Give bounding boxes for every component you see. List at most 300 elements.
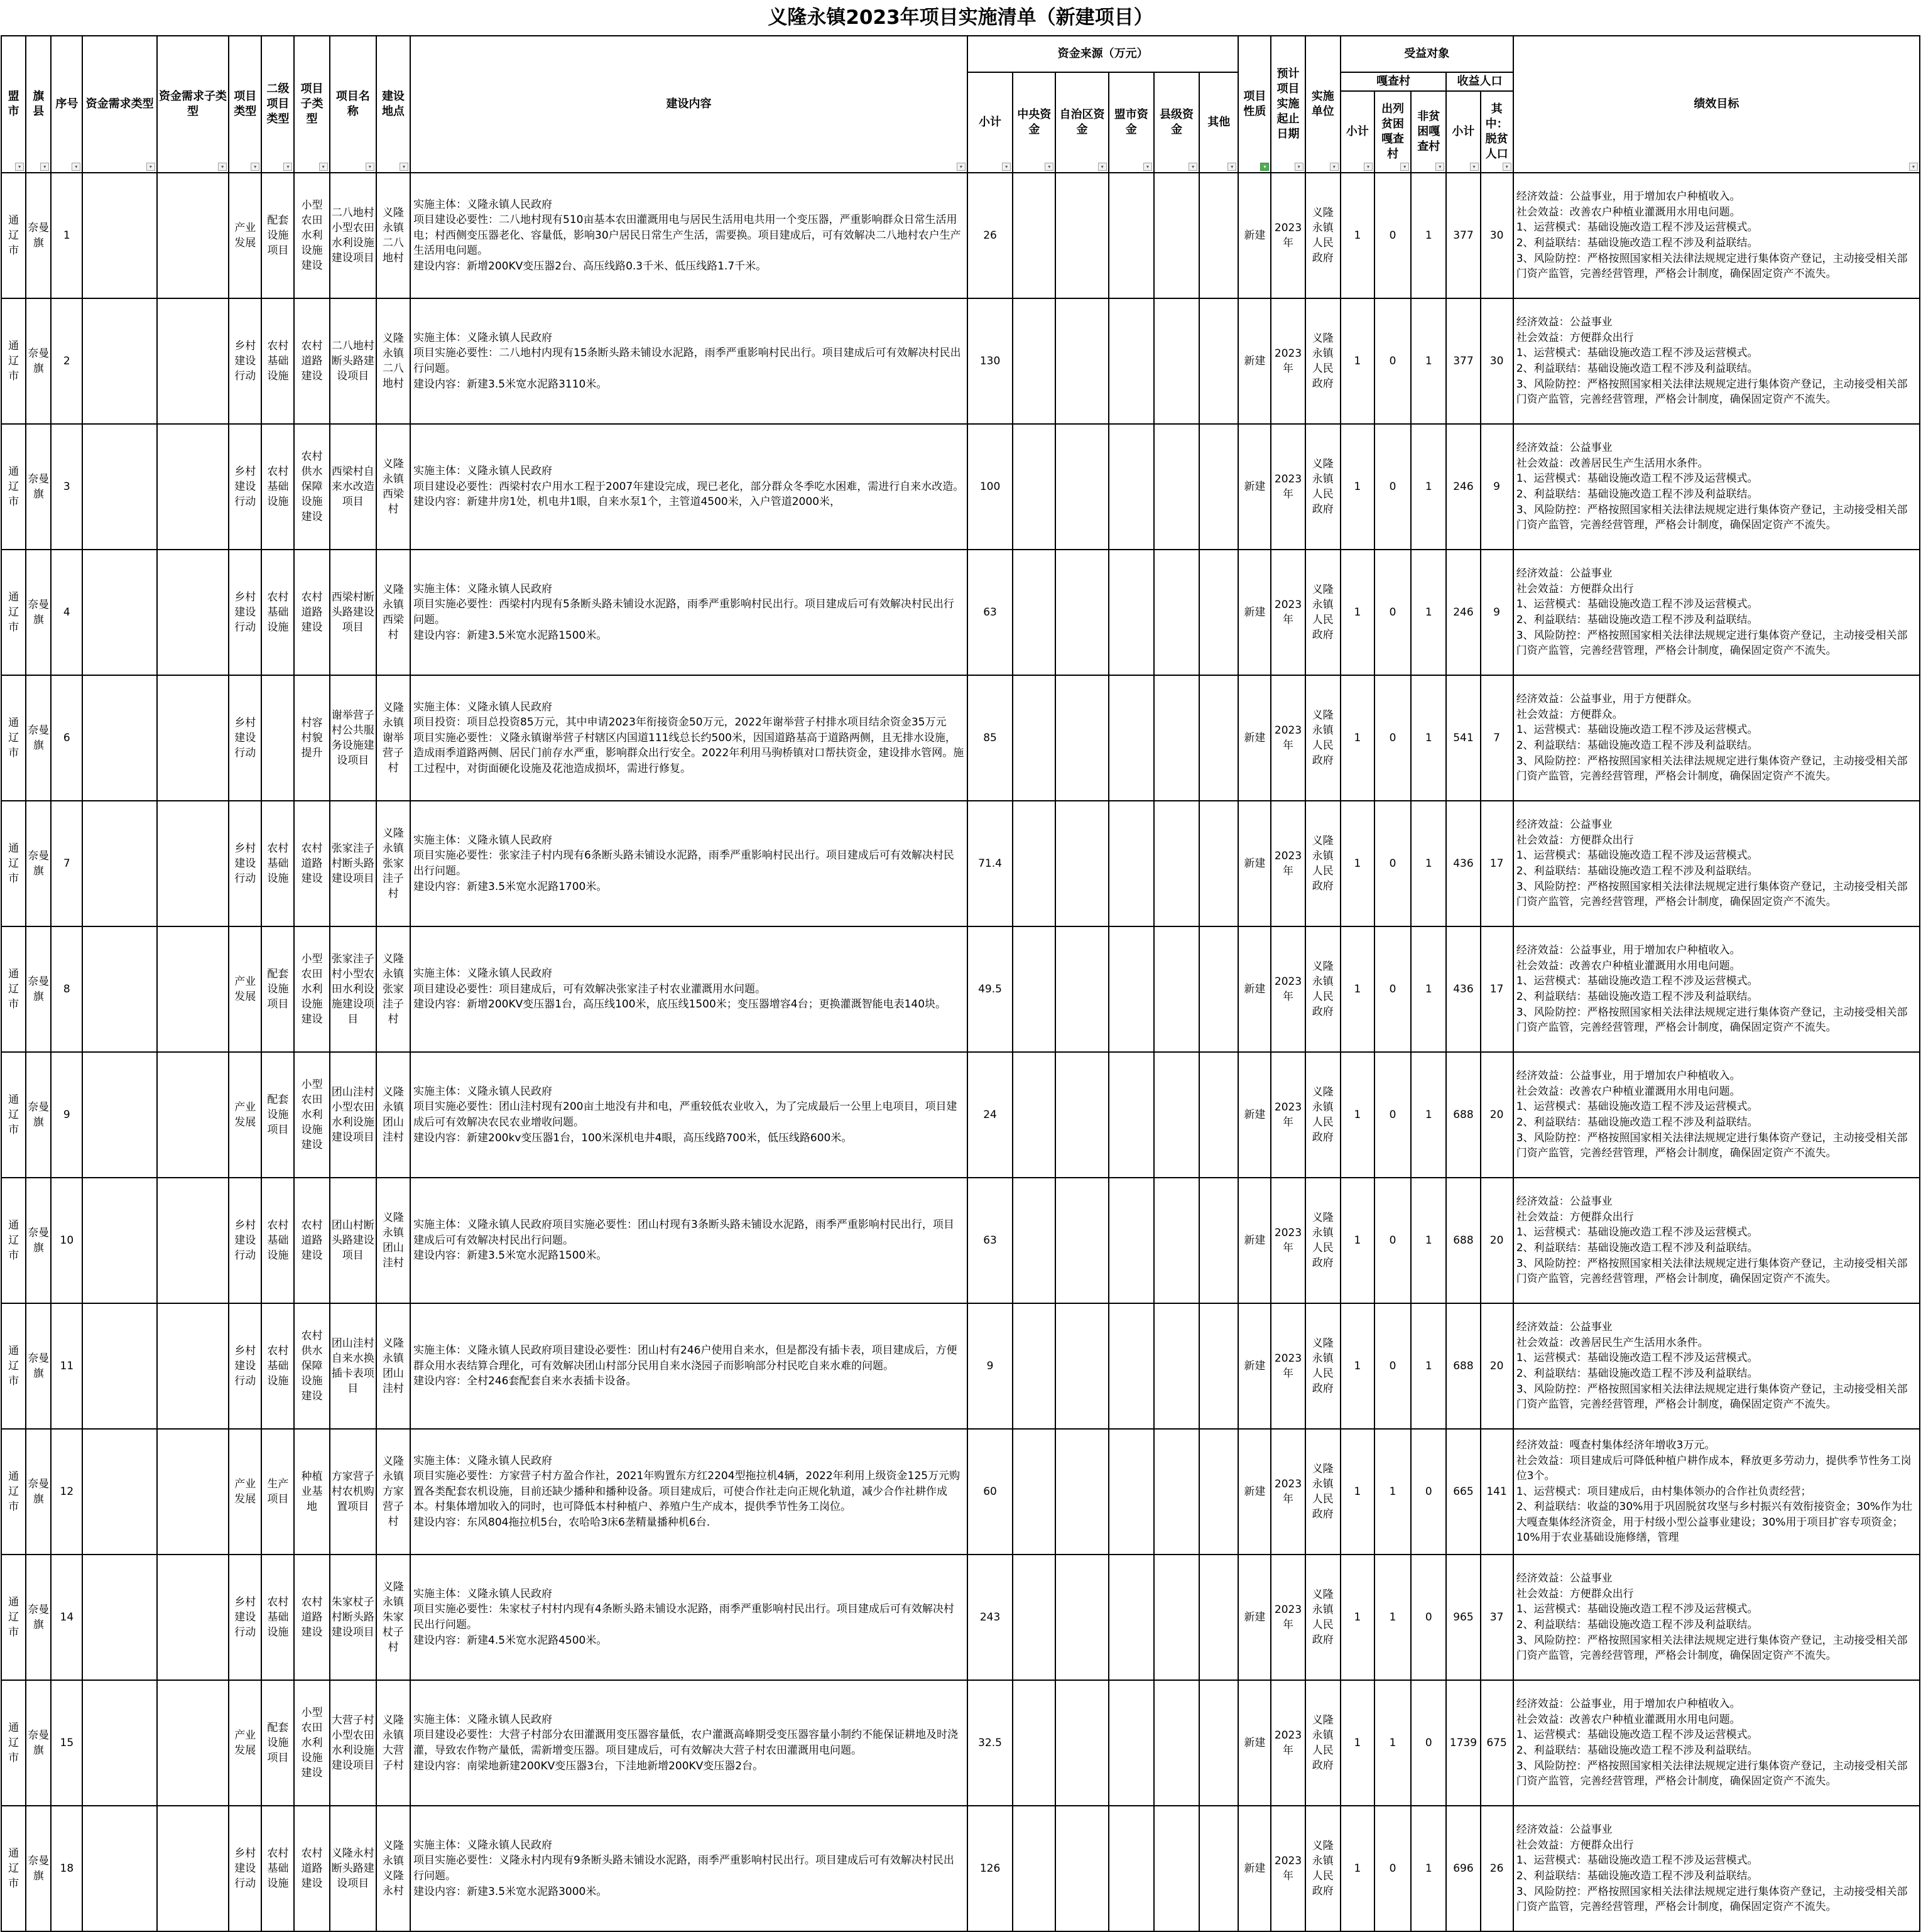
cell-unit[interactable]: 义隆永镇人民政府 [1305,1303,1341,1429]
cell-location[interactable]: 义隆永镇大营子村 [376,1680,410,1806]
cell-fund-demand-type[interactable] [82,1303,156,1429]
cell-pop-poor[interactable]: 30 [1481,298,1513,424]
cell-subtotal[interactable]: 63 [967,1178,1013,1303]
cell-pop-poor[interactable]: 37 [1481,1555,1513,1680]
cell-seq[interactable]: 3 [51,424,82,550]
cell-nonpoor-village[interactable]: 1 [1411,801,1446,926]
header-central[interactable]: 中央资金 ▾ [1013,72,1055,173]
cell-nonpoor-village[interactable]: 0 [1411,1555,1446,1680]
cell-league-fund[interactable] [1109,550,1154,675]
cell-county[interactable] [1154,801,1199,926]
cell-central[interactable] [1013,1052,1055,1178]
cell-league-fund[interactable] [1109,1429,1154,1555]
cell-league-fund[interactable] [1109,424,1154,550]
cell-goal[interactable]: 经济效益：公益事业 社会效益：方便群众出行 1、运营模式：基础设施改造工程不涉及运营模式。 2、利益联结：基础设施改造工程不涉及利益联结。 3、风险防控：严格按照国家相关法律法规规定进行集体资产登记，主动接受相关部门资产监管，完善经营管理，严格会计制度，确保固定资产不流失。 [1513,1178,1920,1303]
cell-project-name[interactable]: 二八地村小型农田水利设施建设项目 [330,173,376,298]
header-poor-village[interactable]: 出列贫困嘎查村 ▾ [1374,91,1411,173]
cell-league[interactable]: 通辽市 [1,298,26,424]
cell-project-type[interactable]: 乡村建设行动 [229,1178,261,1303]
cell-nonpoor-village[interactable]: 0 [1411,1429,1446,1555]
cell-other[interactable] [1199,926,1238,1052]
cell-pop-total[interactable]: 688 [1446,1052,1480,1178]
cell-league[interactable]: 通辽市 [1,550,26,675]
cell-seq[interactable]: 15 [51,1680,82,1806]
cell-seq[interactable]: 4 [51,550,82,675]
cell-region[interactable] [1055,1429,1108,1555]
cell-second-type[interactable]: 农村基础设施 [261,424,294,550]
cell-county[interactable] [1154,1429,1199,1555]
cell-banner[interactable]: 奈曼旗 [26,1806,51,1931]
cell-fund-demand-subtype[interactable] [157,675,229,801]
cell-unit[interactable]: 义隆永镇人民政府 [1305,801,1341,926]
cell-pop-poor[interactable]: 26 [1481,1806,1513,1931]
cell-content[interactable]: 实施主体：义隆永镇人民政府 项目投资：项目总投资85万元，其中申请2023年衔接资金50万元，2022年谢举营子村排水项目结余资金35万元 项目实施必要性：义隆永镇谢举营子村辖区内国道111线总长约500米，因国道路基高于道路两侧，且无排水设施，造成雨季道路两侧、居民门前存水严重，影响群众出行安全。2022年利用马驹桥镇对口帮扶资金，建设排水管网。施工过程中，对街面硬化设施及花池造成损坏，需进行修复。 [410,675,967,801]
cell-region[interactable] [1055,173,1108,298]
cell-league[interactable]: 通辽市 [1,1178,26,1303]
cell-pop-poor[interactable]: 141 [1481,1429,1513,1555]
cell-region[interactable] [1055,1806,1108,1931]
header-second-type[interactable]: 二级项目类型 ▾ [261,36,294,173]
cell-period[interactable]: 2023年 [1271,1178,1305,1303]
cell-league[interactable]: 通辽市 [1,424,26,550]
cell-pop-total[interactable]: 696 [1446,1806,1480,1931]
cell-county[interactable] [1154,550,1199,675]
cell-poor-village[interactable]: 0 [1374,926,1411,1052]
cell-second-type[interactable]: 农村基础设施 [261,1178,294,1303]
cell-other[interactable] [1199,1806,1238,1931]
cell-project-subtype[interactable]: 小型农田水利设施建设 [294,1052,329,1178]
cell-fund-demand-type[interactable] [82,550,156,675]
cell-subtotal[interactable]: 100 [967,424,1013,550]
cell-content[interactable]: 实施主体：义隆永镇人民政府 项目实施必要性：二八地村内现有15条断头路未铺设水泥路，雨季严重影响村民出行。项目建成后可有效解决村民出行问题。 建设内容：新建3.5米宽水泥路3110米。 [410,298,967,424]
cell-subtotal[interactable]: 32.5 [967,1680,1013,1806]
cell-league[interactable]: 通辽市 [1,675,26,801]
cell-nature[interactable]: 新建 [1238,550,1271,675]
cell-second-type[interactable]: 农村基础设施 [261,1303,294,1429]
cell-nature[interactable]: 新建 [1238,926,1271,1052]
cell-pop-total[interactable]: 377 [1446,173,1480,298]
cell-league[interactable]: 通辽市 [1,1052,26,1178]
cell-village-total[interactable]: 1 [1341,1052,1374,1178]
cell-region[interactable] [1055,1052,1108,1178]
cell-content[interactable]: 实施主体：义隆永镇人民政府 项目实施必要性：西梁村内现有5条断头路未铺设水泥路，雨季严重影响村民出行。项目建成后可有效解决村民出行问题。 建设内容：新建3.5米宽水泥路1500米。 [410,550,967,675]
cell-league-fund[interactable] [1109,173,1154,298]
cell-pop-poor[interactable]: 9 [1481,550,1513,675]
cell-nonpoor-village[interactable]: 1 [1411,173,1446,298]
cell-other[interactable] [1199,675,1238,801]
cell-league[interactable]: 通辽市 [1,801,26,926]
cell-goal[interactable]: 经济效益：公益事业，用于增加农户种植收入。 社会效益：改善农户种植业灌溉用水用电问题。 1、运营模式：基础设施改造工程不涉及运营模式。 2、利益联结：基础设施改造工程不涉及利益联结。 3、风险防控：严格按照国家相关法律法规规定进行集体资产登记，主动接受相关部门资产监管，完善经营管理，严格会计制度，确保固定资产不流失。 [1513,1052,1920,1178]
cell-project-type[interactable]: 乡村建设行动 [229,1555,261,1680]
cell-nonpoor-village[interactable]: 1 [1411,424,1446,550]
header-content[interactable]: 建设内容 ▾ [410,36,967,173]
cell-seq[interactable]: 14 [51,1555,82,1680]
cell-project-name[interactable]: 团山洼村自来水换插卡表项目 [330,1303,376,1429]
cell-league[interactable]: 通辽市 [1,1429,26,1555]
cell-pop-total[interactable]: 541 [1446,675,1480,801]
cell-fund-demand-subtype[interactable] [157,1680,229,1806]
cell-project-name[interactable]: 西梁村断头路建设项目 [330,550,376,675]
cell-goal[interactable]: 经济效益：公益事业 社会效益：方便群众出行 1、运营模式：基础设施改造工程不涉及运营模式。 2、利益联结：基础设施改造工程不涉及利益联结。 3、风险防控：严格按照国家相关法律法规规定进行集体资产登记，主动接受相关部门资产监管，完善经营管理，严格会计制度，确保固定资产不流失。 [1513,1806,1920,1931]
cell-subtotal[interactable]: 60 [967,1429,1013,1555]
cell-poor-village[interactable]: 1 [1374,1680,1411,1806]
cell-project-subtype[interactable]: 小型农田水利设施建设 [294,173,329,298]
cell-region[interactable] [1055,424,1108,550]
cell-nature[interactable]: 新建 [1238,1806,1271,1931]
cell-central[interactable] [1013,801,1055,926]
cell-project-type[interactable]: 产业发展 [229,1052,261,1178]
cell-project-name[interactable]: 团山洼村小型农田水利设施建设项目 [330,1052,376,1178]
cell-banner[interactable]: 奈曼旗 [26,1303,51,1429]
cell-content[interactable]: 实施主体：义隆永镇人民政府 项目实施必要性：方家营子村方盈合作社，2021年购置东方红2204型拖拉机4辆，2022年利用上级资金125万元购置各类配套农机设施，目前还缺少播种和播种设备。项目建成后，可使合作社走向正规化轨道，减少合作社耕作成本。村集体增加收入的同时，也可降低本村种植户、养殖户生产成本，提供季节性务工岗位。 建设内容：东风804拖拉机5台，农哈哈3床6垄精量播种机6台. [410,1429,967,1555]
cell-goal[interactable]: 经济效益：公益事业，用于增加农户种植收入。 社会效益：改善农户种植业灌溉用水用电问题。 1、运营模式：基础设施改造工程不涉及运营模式。 2、利益联结：基础设施改造工程不涉及利益联结。 3、风险防控：严格按照国家相关法律法规规定进行集体资产登记，主动接受相关部门资产监管，完善经营管理，严格会计制度，确保固定资产不流失。 [1513,1680,1920,1806]
cell-nonpoor-village[interactable]: 1 [1411,926,1446,1052]
cell-poor-village[interactable]: 0 [1374,424,1411,550]
cell-poor-village[interactable]: 0 [1374,1178,1411,1303]
cell-county[interactable] [1154,424,1199,550]
cell-league[interactable]: 通辽市 [1,1303,26,1429]
cell-poor-village[interactable]: 0 [1374,675,1411,801]
cell-content[interactable]: 实施主体：义隆永镇人民政府 项目建设必要性：二八地村现有510亩基本农田灌溉用电与居民生活用电共用一个变压器，严重影响群众日常生活用电；村西侧变压器老化、容量低，影响30户居民日常生产生活，需要换。项目建成后，可有效解决二八地村农户生产生活用电问题。 建设内容：新增200KV变压器2台、高压线路0.3千米、低压线路1.7千米。 [410,173,967,298]
cell-region[interactable] [1055,298,1108,424]
cell-banner[interactable]: 奈曼旗 [26,550,51,675]
cell-subtotal[interactable]: 243 [967,1555,1013,1680]
cell-nature[interactable]: 新建 [1238,1429,1271,1555]
header-region[interactable]: 自治区资金 ▾ [1055,72,1108,173]
cell-region[interactable] [1055,801,1108,926]
cell-period[interactable]: 2023年 [1271,1806,1305,1931]
cell-nonpoor-village[interactable]: 1 [1411,675,1446,801]
cell-unit[interactable]: 义隆永镇人民政府 [1305,675,1341,801]
cell-content[interactable]: 实施主体：义隆永镇人民政府 项目建设必要性：大营子村部分农田灌溉用变压器容量低，农户灌溉高峰期受变压器容量小制约不能保证耕地及时浇灌，导致农作物产量低，需新增变压器。项目建成后，可有效解决大营子村农田灌溉用电问题。 建设内容：南梁地新建200KV变压器3台，下洼地新增200KV变压器2台。 [410,1680,967,1806]
cell-location[interactable]: 义隆永镇朱家杖子村 [376,1555,410,1680]
header-pop-total[interactable]: 小计 ▾ [1446,91,1480,173]
cell-poor-village[interactable]: 0 [1374,298,1411,424]
cell-goal[interactable]: 经济效益：公益事业，用于方便群众。 社会效益：方便群众。 1、运营模式：基础设施改造工程不涉及运营模式。 2、利益联结：基础设施改造工程不涉及利益联结。 3、风险防控：严格按照国家相关法律法规规定进行集体资产登记，主动接受相关部门资产监管，完善经营管理，严格会计制度，确保固定资产不流失。 [1513,675,1920,801]
cell-central[interactable] [1013,1680,1055,1806]
cell-village-total[interactable]: 1 [1341,1806,1374,1931]
header-other[interactable]: 其他 ▾ [1199,72,1238,173]
cell-fund-demand-subtype[interactable] [157,1555,229,1680]
cell-location[interactable]: 义隆永镇谢举营子村 [376,675,410,801]
cell-project-name[interactable]: 二八地村断头路建设项目 [330,298,376,424]
cell-county[interactable] [1154,1303,1199,1429]
cell-second-type[interactable]: 配套设施项目 [261,1052,294,1178]
cell-nature[interactable]: 新建 [1238,1555,1271,1680]
cell-second-type[interactable]: 配套设施项目 [261,1680,294,1806]
cell-project-type[interactable]: 乡村建设行动 [229,1806,261,1931]
cell-other[interactable] [1199,550,1238,675]
cell-nonpoor-village[interactable]: 1 [1411,1806,1446,1931]
cell-period[interactable]: 2023年 [1271,1052,1305,1178]
cell-fund-demand-type[interactable] [82,1178,156,1303]
cell-poor-village[interactable]: 0 [1374,801,1411,926]
cell-project-subtype[interactable]: 小型农田水利设施建设 [294,1680,329,1806]
cell-content[interactable]: 实施主体：义隆永镇人民政府项目实施必要性：团山村现有3条断头路未铺设水泥路，雨季严重影响村民出行，项目建成后可有效解决村民出行问题。 建设内容：新建3.5米宽水泥路1500米。 [410,1178,967,1303]
cell-seq[interactable]: 12 [51,1429,82,1555]
cell-village-total[interactable]: 1 [1341,1178,1374,1303]
cell-seq[interactable]: 2 [51,298,82,424]
cell-nature[interactable]: 新建 [1238,173,1271,298]
cell-period[interactable]: 2023年 [1271,675,1305,801]
cell-fund-demand-type[interactable] [82,1429,156,1555]
cell-pop-poor[interactable]: 30 [1481,173,1513,298]
cell-unit[interactable]: 义隆永镇人民政府 [1305,550,1341,675]
cell-period[interactable]: 2023年 [1271,1555,1305,1680]
cell-pop-poor[interactable]: 17 [1481,926,1513,1052]
cell-fund-demand-type[interactable] [82,1806,156,1931]
cell-location[interactable]: 义隆永镇义隆永村 [376,1806,410,1931]
cell-goal[interactable]: 经济效益：公益事业 社会效益：改善居民生产生活用水条件。 1、运营模式：基础设施改造工程不涉及运营模式。 2、利益联结：基础设施改造工程不涉及利益联结。 3、风险防控：严格按照国家相关法律法规规定进行集体资产登记，主动接受相关部门资产监管，完善经营管理，严格会计制度，确保固定资产不流失。 [1513,424,1920,550]
cell-seq[interactable]: 1 [51,173,82,298]
cell-league[interactable]: 通辽市 [1,926,26,1052]
cell-poor-village[interactable]: 1 [1374,1429,1411,1555]
cell-pop-total[interactable]: 246 [1446,550,1480,675]
cell-pop-poor[interactable]: 20 [1481,1178,1513,1303]
cell-pop-poor[interactable]: 675 [1481,1680,1513,1806]
cell-second-type[interactable]: 农村基础设施 [261,1555,294,1680]
cell-other[interactable] [1199,424,1238,550]
cell-county[interactable] [1154,298,1199,424]
cell-goal[interactable]: 经济效益：公益事业，用于增加农户种植收入。 社会效益：改善农户种植业灌溉用水用电问题。 1、运营模式：基础设施改造工程不涉及运营模式。 2、利益联结：基础设施改造工程不涉及利益联结。 3、风险防控：严格按照国家相关法律法规规定进行集体资产登记，主动接受相关部门资产监管，完善经营管理，严格会计制度，确保固定资产不流失。 [1513,926,1920,1052]
cell-project-type[interactable]: 乡村建设行动 [229,424,261,550]
cell-fund-demand-subtype[interactable] [157,1806,229,1931]
cell-league-fund[interactable] [1109,1178,1154,1303]
cell-unit[interactable]: 义隆永镇人民政府 [1305,926,1341,1052]
cell-village-total[interactable]: 1 [1341,926,1374,1052]
cell-fund-demand-subtype[interactable] [157,298,229,424]
cell-fund-demand-subtype[interactable] [157,550,229,675]
cell-central[interactable] [1013,424,1055,550]
cell-fund-demand-type[interactable] [82,1680,156,1806]
cell-other[interactable] [1199,1429,1238,1555]
cell-project-subtype[interactable]: 农村道路建设 [294,550,329,675]
cell-village-total[interactable]: 1 [1341,550,1374,675]
cell-project-name[interactable]: 张家洼子村断头路建设项目 [330,801,376,926]
cell-central[interactable] [1013,926,1055,1052]
cell-location[interactable]: 义隆永镇方家营子村 [376,1429,410,1555]
cell-fund-demand-subtype[interactable] [157,424,229,550]
cell-project-type[interactable]: 乡村建设行动 [229,298,261,424]
cell-league-fund[interactable] [1109,1555,1154,1680]
cell-goal[interactable]: 经济效益：公益事业 社会效益：方便群众出行 1、运营模式：基础设施改造工程不涉及运营模式。 2、利益联结：基础设施改造工程不涉及利益联结。 3、风险防控：严格按照国家相关法律法规规定进行集体资产登记，主动接受相关部门资产监管，完善经营管理，严格会计制度，确保固定资产不流失。 [1513,1555,1920,1680]
cell-project-name[interactable]: 义隆永村断头路建设项目 [330,1806,376,1931]
cell-period[interactable]: 2023年 [1271,173,1305,298]
cell-pop-total[interactable]: 965 [1446,1555,1480,1680]
cell-pop-total[interactable]: 688 [1446,1178,1480,1303]
cell-league[interactable]: 通辽市 [1,1806,26,1931]
cell-banner[interactable]: 奈曼旗 [26,675,51,801]
cell-seq[interactable]: 8 [51,926,82,1052]
cell-project-subtype[interactable]: 种植业基地 [294,1429,329,1555]
cell-unit[interactable]: 义隆永镇人民政府 [1305,1555,1341,1680]
cell-fund-demand-type[interactable] [82,1052,156,1178]
cell-central[interactable] [1013,298,1055,424]
cell-project-type[interactable]: 乡村建设行动 [229,675,261,801]
cell-league[interactable]: 通辽市 [1,1555,26,1680]
cell-nonpoor-village[interactable]: 1 [1411,1178,1446,1303]
cell-fund-demand-type[interactable] [82,298,156,424]
cell-league-fund[interactable] [1109,1680,1154,1806]
cell-project-name[interactable]: 团山村断头路建设项目 [330,1178,376,1303]
cell-project-subtype[interactable]: 农村道路建设 [294,1555,329,1680]
cell-period[interactable]: 2023年 [1271,926,1305,1052]
cell-nonpoor-village[interactable]: 1 [1411,550,1446,675]
cell-seq[interactable]: 7 [51,801,82,926]
cell-fund-demand-type[interactable] [82,173,156,298]
header-fund-demand-subtype[interactable]: 资金需求子类型 ▾ [157,36,229,173]
cell-unit[interactable]: 义隆永镇人民政府 [1305,1680,1341,1806]
cell-project-subtype[interactable]: 农村道路建设 [294,1178,329,1303]
header-nonpoor-village[interactable]: 非贫困嘎查村 ▾ [1411,91,1446,173]
cell-period[interactable]: 2023年 [1271,801,1305,926]
cell-project-subtype[interactable]: 农村供水保障设施建设 [294,424,329,550]
cell-banner[interactable]: 奈曼旗 [26,801,51,926]
cell-region[interactable] [1055,1555,1108,1680]
cell-content[interactable]: 实施主体：义隆永镇人民政府 项目建设必要性：西梁村农户用水工程于2007年建设完成，现已老化，部分群众冬季吃水困难，需进行自来水改造。 建设内容：新建井房1处，机电井1眼，自来水泵1个，主管道4500米，入户管道2000米， [410,424,967,550]
cell-project-name[interactable]: 西梁村自来水改造项目 [330,424,376,550]
cell-central[interactable] [1013,1303,1055,1429]
cell-location[interactable]: 义隆永镇西梁村 [376,424,410,550]
cell-unit[interactable]: 义隆永镇人民政府 [1305,298,1341,424]
cell-central[interactable] [1013,1555,1055,1680]
cell-region[interactable] [1055,1178,1108,1303]
cell-county[interactable] [1154,1178,1199,1303]
cell-seq[interactable]: 18 [51,1806,82,1931]
cell-project-subtype[interactable]: 农村道路建设 [294,1806,329,1931]
cell-pop-total[interactable]: 688 [1446,1303,1480,1429]
cell-location[interactable]: 义隆永镇团山洼村 [376,1178,410,1303]
cell-project-type[interactable]: 产业发展 [229,926,261,1052]
cell-second-type[interactable]: 生产项目 [261,1429,294,1555]
cell-central[interactable] [1013,550,1055,675]
cell-project-name[interactable]: 张家洼子村小型农田水利设施建设项目 [330,926,376,1052]
header-goal[interactable]: 绩效目标 ▾ [1513,36,1920,173]
cell-central[interactable] [1013,675,1055,801]
cell-other[interactable] [1199,173,1238,298]
cell-fund-demand-subtype[interactable] [157,926,229,1052]
cell-location[interactable]: 义隆永镇二八地村 [376,173,410,298]
cell-poor-village[interactable]: 1 [1374,1555,1411,1680]
cell-unit[interactable]: 义隆永镇人民政府 [1305,1429,1341,1555]
cell-league-fund[interactable] [1109,1303,1154,1429]
cell-pop-total[interactable]: 436 [1446,926,1480,1052]
cell-project-subtype[interactable]: 农村供水保障设施建设 [294,1303,329,1429]
cell-village-total[interactable]: 1 [1341,298,1374,424]
cell-banner[interactable]: 奈曼旗 [26,424,51,550]
header-league-fund[interactable]: 盟市资金 ▾ [1109,72,1154,173]
header-project-subtype[interactable]: 项目子类型 ▾ [294,36,329,173]
cell-village-total[interactable]: 1 [1341,1555,1374,1680]
cell-fund-demand-subtype[interactable] [157,1052,229,1178]
cell-goal[interactable]: 经济效益：公益事业，用于增加农户种植收入。 社会效益：改善农户种植业灌溉用水用电问题。 1、运营模式：基础设施改造工程不涉及运营模式。 2、利益联结：基础设施改造工程不涉及利益联结。 3、风险防控：严格按照国家相关法律法规规定进行集体资产登记，主动接受相关部门资产监管，完善经营管理，严格会计制度，确保固定资产不流失。 [1513,173,1920,298]
cell-nature[interactable]: 新建 [1238,1680,1271,1806]
cell-league-fund[interactable] [1109,1052,1154,1178]
cell-county[interactable] [1154,1052,1199,1178]
cell-pop-poor[interactable]: 20 [1481,1303,1513,1429]
cell-project-name[interactable]: 朱家杖子村断头路建设项目 [330,1555,376,1680]
cell-banner[interactable]: 奈曼旗 [26,1555,51,1680]
header-unit[interactable]: 实施单位 ▾ [1305,36,1341,173]
header-banner[interactable]: 旗县 ▾ [26,36,51,173]
cell-banner[interactable]: 奈曼旗 [26,1429,51,1555]
cell-seq[interactable]: 9 [51,1052,82,1178]
cell-pop-total[interactable]: 665 [1446,1429,1480,1555]
cell-project-name[interactable]: 方家营子村农机购置项目 [330,1429,376,1555]
cell-period[interactable]: 2023年 [1271,298,1305,424]
cell-project-type[interactable]: 产业发展 [229,1429,261,1555]
cell-poor-village[interactable]: 0 [1374,173,1411,298]
cell-goal[interactable]: 经济效益：公益事业 社会效益：方便群众出行 1、运营模式：基础设施改造工程不涉及运营模式。 2、利益联结：基础设施改造工程不涉及利益联结。 3、风险防控：严格按照国家相关法律法规规定进行集体资产登记，主动接受相关部门资产监管，完善经营管理，严格会计制度，确保固定资产不流失。 [1513,550,1920,675]
header-period[interactable]: 预计项目实施起止日期 ▾ [1271,36,1305,173]
cell-region[interactable] [1055,550,1108,675]
cell-location[interactable]: 义隆永镇二八地村 [376,298,410,424]
cell-seq[interactable]: 10 [51,1178,82,1303]
cell-other[interactable] [1199,801,1238,926]
header-subtotal[interactable]: 小计 ▾ [967,72,1013,173]
cell-project-subtype[interactable]: 村容村貌提升 [294,675,329,801]
cell-nature[interactable]: 新建 [1238,675,1271,801]
cell-fund-demand-type[interactable] [82,926,156,1052]
cell-subtotal[interactable]: 49.5 [967,926,1013,1052]
cell-region[interactable] [1055,926,1108,1052]
cell-period[interactable]: 2023年 [1271,1303,1305,1429]
cell-other[interactable] [1199,1555,1238,1680]
cell-pop-total[interactable]: 1739 [1446,1680,1480,1806]
cell-village-total[interactable]: 1 [1341,801,1374,926]
cell-nature[interactable]: 新建 [1238,424,1271,550]
cell-county[interactable] [1154,675,1199,801]
cell-poor-village[interactable]: 0 [1374,1806,1411,1931]
cell-project-subtype[interactable]: 农村道路建设 [294,801,329,926]
cell-county[interactable] [1154,173,1199,298]
cell-pop-total[interactable]: 377 [1446,298,1480,424]
cell-village-total[interactable]: 1 [1341,1680,1374,1806]
cell-fund-demand-subtype[interactable] [157,1429,229,1555]
cell-goal[interactable]: 经济效益：公益事业 社会效益：改善居民生产生活用水条件。 1、运营模式：基础设施改造工程不涉及运营模式。 2、利益联结：基础设施改造工程不涉及利益联结。 3、风险防控：严格按照国家相关法律法规规定进行集体资产登记，主动接受相关部门资产监管，完善经营管理，严格会计制度，确保固定资产不流失。 [1513,1303,1920,1429]
header-project-type[interactable]: 项目类型 ▾ [229,36,261,173]
cell-content[interactable]: 实施主体：义隆永镇人民政府 项目实施必要性：朱家杖子村村内现有4条断头路未铺设水泥路，雨季严重影响村民出行。项目建成后可有效解决村民出行问题。 建设内容：新建4.5米宽水泥路4500米。 [410,1555,967,1680]
cell-content[interactable]: 实施主体：义隆永镇人民政府项目建设必要性：团山村有246户使用自来水，但是都没有插卡表，项目建成后，方便群众用水表结算合理化，可有效解决团山村部分民用自来水浇园子而影响部分村民吃自来水难的问题。 建设内容：全村246套配套自来水表插卡设备。 [410,1303,967,1429]
cell-subtotal[interactable]: 24 [967,1052,1013,1178]
cell-banner[interactable]: 奈曼旗 [26,1178,51,1303]
cell-fund-demand-subtype[interactable] [157,1178,229,1303]
cell-goal[interactable]: 经济效益：公益事业 社会效益：方便群众出行 1、运营模式：基础设施改造工程不涉及运营模式。 2、利益联结：基础设施改造工程不涉及利益联结。 3、风险防控：严格按照国家相关法律法规规定进行集体资产登记，主动接受相关部门资产监管，完善经营管理，严格会计制度，确保固定资产不流失。 [1513,298,1920,424]
cell-banner[interactable]: 奈曼旗 [26,173,51,298]
cell-goal[interactable]: 经济效益：嘎查村集体经济年增收3万元。 社会效益：项目建成后可降低种植户耕作成本，释放更多劳动力，提供季节性务工岗位3个。 1、运营模式：项目建成后，由村集体领办的合作社负责经营； 2、利益联结：收益的30%用于巩固脱贫攻坚与乡村振兴有效衔接资金；30%作为壮大嘎查集体经济资金，用于村级小型公益事业建设；30%用于项目扩容专项资金；10%用于农业基础设施修缮，管理 [1513,1429,1920,1555]
cell-pop-total[interactable]: 436 [1446,801,1480,926]
cell-location[interactable]: 义隆永镇西梁村 [376,550,410,675]
cell-second-type[interactable]: 配套设施项目 [261,926,294,1052]
cell-other[interactable] [1199,298,1238,424]
cell-period[interactable]: 2023年 [1271,1680,1305,1806]
cell-poor-village[interactable]: 0 [1374,1052,1411,1178]
cell-content[interactable]: 实施主体：义隆永镇人民政府 项目实施必要性：义隆永村内现有9条断头路未铺设水泥路，雨季严重影响村民出行。项目建成后可有效解决村民出行问题。 建设内容：新建3.5米宽水泥路3000米。 [410,1806,967,1931]
cell-league-fund[interactable] [1109,801,1154,926]
header-location[interactable]: 建设地点 ▾ [376,36,410,173]
cell-nature[interactable]: 新建 [1238,298,1271,424]
cell-fund-demand-subtype[interactable] [157,173,229,298]
cell-subtotal[interactable]: 130 [967,298,1013,424]
cell-fund-demand-type[interactable] [82,801,156,926]
cell-league-fund[interactable] [1109,298,1154,424]
header-nature[interactable]: 项目性质 ▾ [1238,36,1271,173]
cell-league[interactable]: 通辽市 [1,1680,26,1806]
cell-county[interactable] [1154,1555,1199,1680]
cell-fund-demand-type[interactable] [82,424,156,550]
cell-project-type[interactable]: 产业发展 [229,1680,261,1806]
cell-fund-demand-type[interactable] [82,675,156,801]
